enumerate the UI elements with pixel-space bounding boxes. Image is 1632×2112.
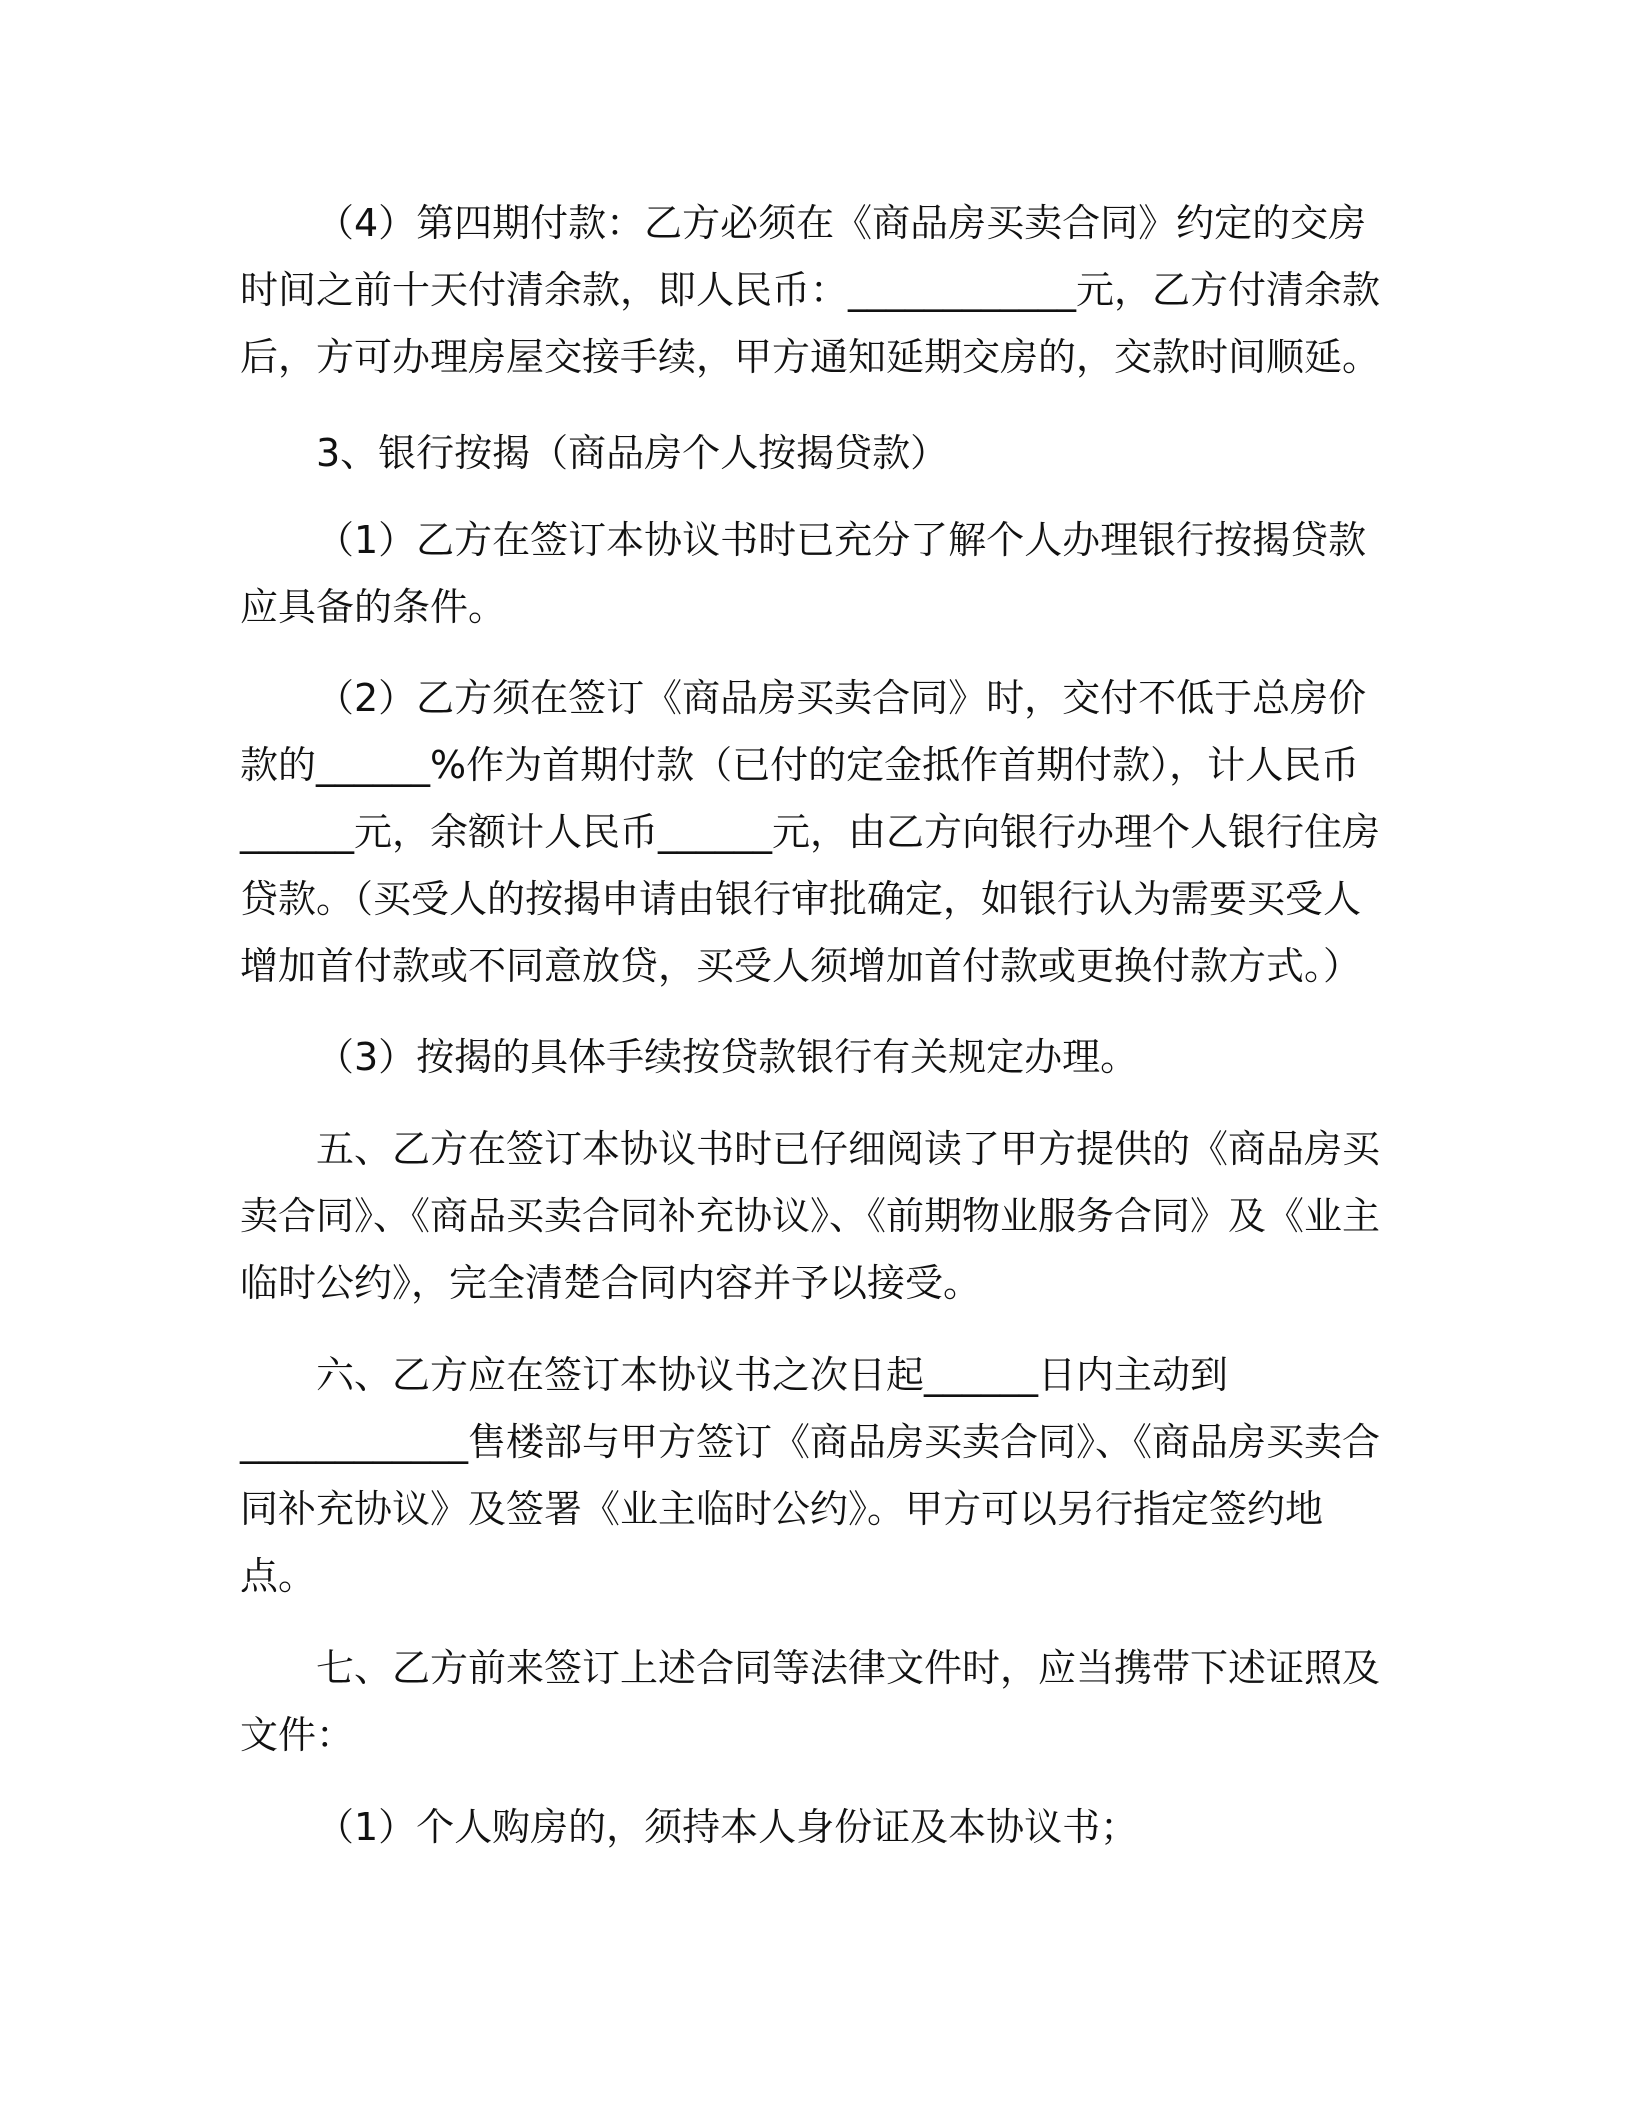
paragraph-clause-5: 五、乙方在签订本协议书时已仔细阅读了甲方提供的《商品房买卖合同》、《商品买卖合同补充协议》、《前期物业服务合同》及《业主临时公约》，完全清楚合同内容并予以接受。 <box>240 1127 1381 1305</box>
paragraph-clause-6: 六、乙方应在签订本协议书之次日起______日内主动到____________售楼部与甲方签订《商品房买卖合同》、《商品房买卖合同补充协议》及签署《业主临时公约》。甲方可以另行指定签约地点。 <box>240 1353 1381 1598</box>
paragraph-mortgage-item-1: （1）乙方在签订本协议书时已充分了解个人办理银行按揭贷款应具备的条件。 <box>240 518 1367 629</box>
paragraph-bank-mortgage-heading: 3、银行按揭（商品房个人按揭贷款） <box>316 431 949 475</box>
document-page <box>240 190 1395 1861</box>
paragraph-fourth-payment: （4）第四期付款：乙方必须在《商品房买卖合同》约定的交房时间之前十天付清余款，即人民币：____________元，乙方付清余款后，方可办理房屋交接手续，甲方通知延期交房的，交款时间顺延。 <box>240 201 1381 379</box>
paragraph-clause-7: 七、乙方前来签订上述合同等法律文件时，应当携带下述证照及文件： <box>240 1646 1381 1757</box>
paragraph-mortgage-item-3: （3）按揭的具体手续按贷款银行有关规定办理。 <box>316 1035 1139 1079</box>
paragraph-clause-7-item-1: （1）个人购房的，须持本人身份证及本协议书； <box>316 1805 1139 1849</box>
paragraph-mortgage-item-2: （2）乙方须在签订《商品房买卖合同》时，交付不低于总房价款的______%作为首期付款（已付的定金抵作首期付款），计人民币______元，余额计人民币______元，由乙方向银行办理个人银行住房贷款。（买受人的按揭申请由银行审批确定，如银行认为需要买受人增加首付款或不同意放贷，买受人须增加首付款或更换付款方式。） <box>240 676 1381 988</box>
